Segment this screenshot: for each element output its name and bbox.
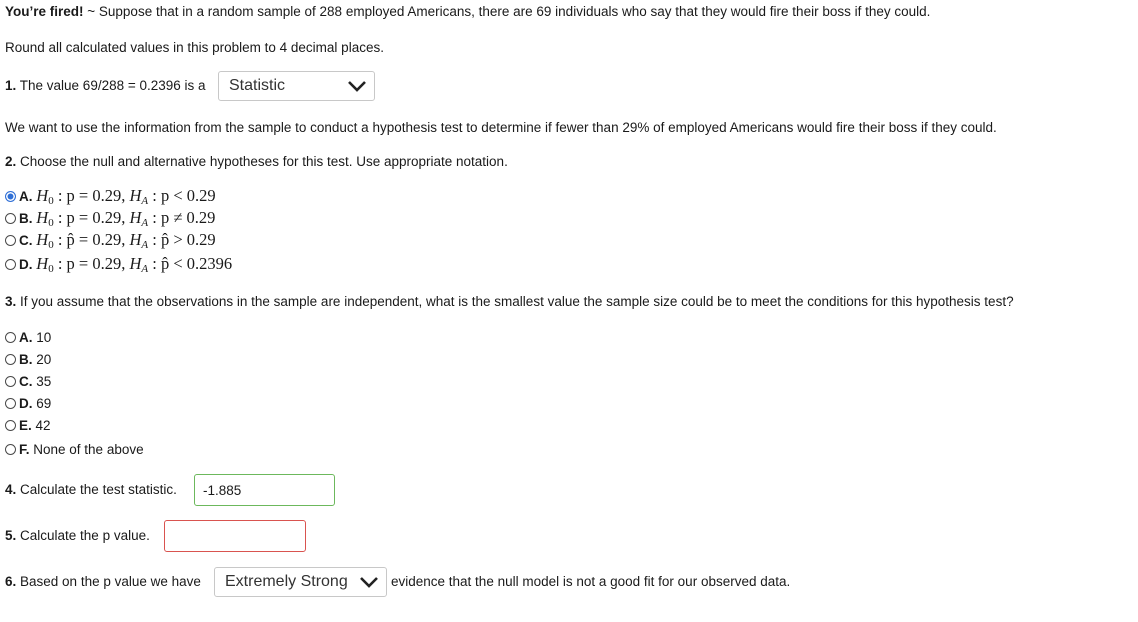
option-letter: F.: [19, 442, 30, 457]
q1-answer-dropdown[interactable]: [218, 71, 375, 101]
option-value: 42: [31, 418, 51, 433]
radio-icon[interactable]: [5, 444, 16, 455]
q3-option-e[interactable]: [5, 418, 51, 433]
question-3-number: 3.: [5, 294, 17, 309]
radio-icon[interactable]: [5, 420, 16, 431]
question-6-text: Based on the p value we have: [16, 574, 201, 589]
q2-option-b[interactable]: [5, 208, 215, 228]
option-letter: B.: [19, 352, 33, 367]
test-context: We want to use the information from the sample to conduct a hypothesis test to determine if fewer than 29% of employed Americans would fire their boss if they could.: [5, 120, 997, 135]
q2-option-c[interactable]: [5, 230, 216, 250]
option-letter: A.: [19, 330, 33, 345]
problem-intro: [5, 4, 930, 19]
test-statistic-input[interactable]: [194, 474, 335, 506]
question-4-number: 4.: [5, 482, 17, 497]
option-letter: C.: [19, 374, 33, 389]
option-value: None of the above: [29, 442, 144, 457]
option-letter: D.: [19, 257, 33, 272]
option-letter: B.: [19, 211, 33, 226]
question-6-number: 6.: [5, 574, 17, 589]
question-2-text: Choose the null and alternative hypotheses for this test. Use appropriate notation.: [16, 154, 508, 169]
q3-option-c[interactable]: [5, 374, 51, 389]
hypothesis-math: $H_0$ : p̂ = 0.29, $H_A$ : p̂ > 0.29: [36, 230, 216, 251]
option-letter: A.: [19, 189, 33, 204]
option-value: 20: [32, 352, 52, 367]
title-separator: ~: [83, 4, 99, 19]
q3-option-f[interactable]: [5, 442, 144, 457]
radio-icon[interactable]: [5, 213, 16, 224]
radio-selected-icon[interactable]: [5, 191, 16, 202]
q1-dropdown-value: Statistic: [229, 77, 286, 94]
rounding-instructions: Round all calculated values in this problem to 4 decimal places.: [5, 40, 384, 55]
option-value: 35: [32, 374, 52, 389]
chevron-down-icon: [358, 575, 380, 589]
question-4: [5, 482, 177, 497]
hypothesis-math: $H_0$ : p = 0.29, $H_A$ : p < 0.29: [36, 186, 216, 207]
question-5-text: Calculate the p value.: [16, 528, 150, 543]
option-letter: C.: [19, 233, 33, 248]
question-1-text: The value 69/288 = 0.2396 is a: [16, 78, 206, 93]
q2-option-a[interactable]: [5, 186, 216, 206]
q2-option-d[interactable]: [5, 254, 232, 274]
radio-icon[interactable]: [5, 235, 16, 246]
radio-icon[interactable]: [5, 376, 16, 387]
question-6: [5, 574, 201, 589]
hypothesis-math: $H_0$ : p = 0.29, $H_A$ : p̂ < 0.2396: [36, 254, 233, 275]
q6-evidence-dropdown[interactable]: [214, 567, 387, 597]
problem-title: You’re fired!: [5, 4, 84, 19]
question-5-number: 5.: [5, 528, 17, 543]
test-statistic-value: -1.885: [203, 482, 242, 498]
q3-option-a[interactable]: [5, 330, 51, 345]
question-5: [5, 528, 150, 543]
q6-dropdown-value: Extremely Strong: [225, 573, 348, 590]
question-6-continuation: evidence that the null model is not a good fit for our observed data.: [391, 574, 791, 589]
question-2: [5, 154, 508, 169]
option-letter: E.: [19, 418, 32, 433]
radio-icon[interactable]: [5, 398, 16, 409]
q3-option-b[interactable]: [5, 352, 51, 367]
option-value: 10: [32, 330, 52, 345]
p-value-input[interactable]: [164, 520, 306, 552]
chevron-down-icon: [346, 79, 368, 93]
radio-icon[interactable]: [5, 354, 16, 365]
hypothesis-math: $H_0$ : p = 0.29, $H_A$ : p ≠ 0.29: [36, 208, 216, 229]
radio-icon[interactable]: [5, 259, 16, 270]
question-3-text: If you assume that the observations in the sample are independent, what is the smallest value the sample size could be to meet the conditions for this hypothesis test?: [16, 294, 1014, 309]
problem-description: Suppose that in a random sample of 288 employed Americans, there are 69 individuals who say that they would fire their boss if they could.: [98, 4, 931, 19]
q3-option-d[interactable]: [5, 396, 51, 411]
question-1: [5, 78, 206, 93]
radio-icon[interactable]: [5, 332, 16, 343]
question-4-text: Calculate the test statistic.: [16, 482, 177, 497]
question-1-number: 1.: [5, 78, 17, 93]
option-letter: D.: [19, 396, 33, 411]
question-3: [5, 294, 1014, 309]
question-2-number: 2.: [5, 154, 17, 169]
option-value: 69: [32, 396, 52, 411]
